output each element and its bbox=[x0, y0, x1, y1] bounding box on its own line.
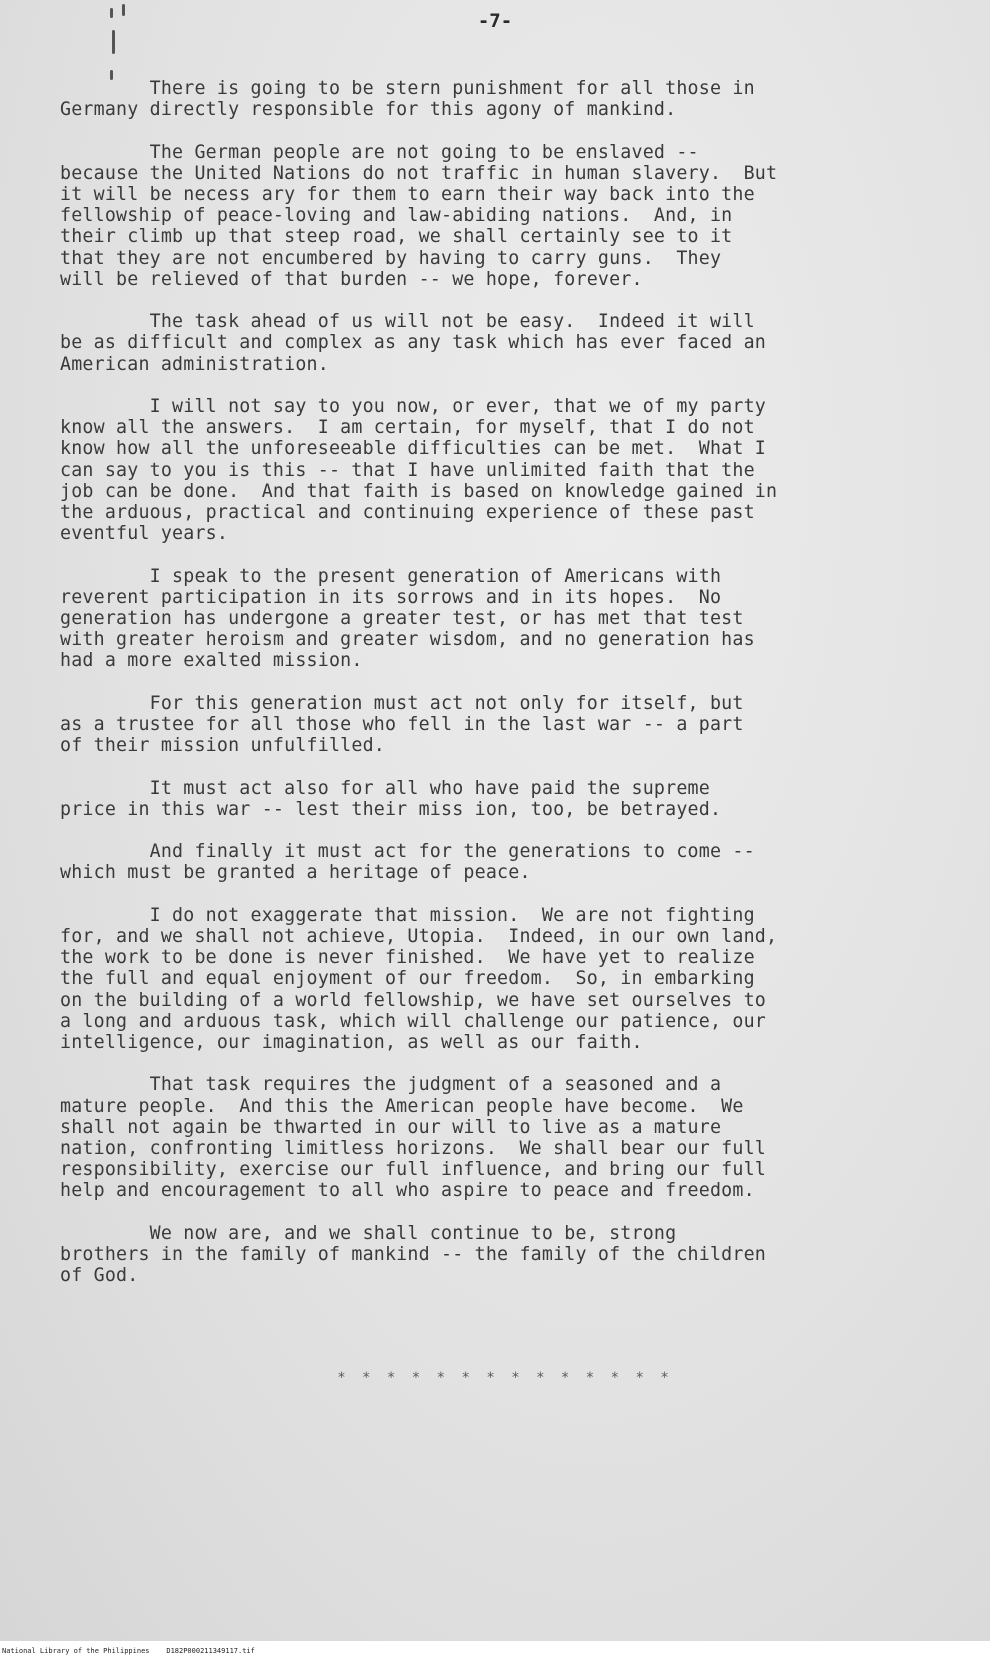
paragraph: And finally it must act for the generations to come -- which must be granted a heritage of peace. bbox=[60, 841, 755, 884]
paragraph: I do not exaggerate that mission. We are not fighting for, and we shall not achieve, Utopia. Indeed, in our own land, the work to be done is never finished. We have yet to realize the full and equal enjoyment of our freedom. So, in embarking on the building of a world fellowship, we have set ourselves to a long and arduous task, which will challenge our patience, our intelligence, our imagination, as well as our faith. bbox=[60, 904, 778, 1054]
paragraph: I will not say to you now, or ever, that we of my party know all the answers. I am certain, for myself, that I do not know how all the unforeseeable difficulties can be met. What I can say to you is this -- that I have unlimited faith that the job can be done. And that faith is based on knowledge gained in the arduous, practical and continuing experience of these past eventful years. bbox=[60, 396, 778, 545]
paragraph: There is going to be stern punishment for all those in Germany directly responsible for this agony of mankind. bbox=[60, 78, 755, 121]
paragraph: The task ahead of us will not be easy. Indeed it will be as difficult and complex as any task which has ever faced an American administration. bbox=[60, 311, 766, 375]
paragraph: For this generation must act not only for itself, but as a trustee for all those who fell in the last war -- a part of their mission unfulfilled. bbox=[60, 692, 744, 757]
paragraph: It must act also for all who have paid the supreme price in this war -- lest their miss ion, too, be betrayed. bbox=[60, 777, 722, 820]
paragraph: That task requires the judgment of a seasoned and a mature people. And this the American people have become. We shall not again be thwarted in our will to live as a mature nation, confronting limitless horizons. We shall bear our full responsibility, exercise our full influence, and bring our full help and encouragement to all who aspire to peace and freedom. bbox=[60, 1074, 766, 1202]
paragraph: The German people are not going to be enslaved -- because the United Nations do not traffic in human slavery. But it will be necess ary for them to earn their way back into the fellowship of peace-loving and law-abiding nations. And, in their climb up that steep road, we shall certainly see to it that they are not encumbered by having to carry guns. They will be relieved of that burden -- we hope, forever. bbox=[60, 141, 778, 290]
paragraph: I speak to the present generation of Americans with reverent participation in its sorrows and in its hopes. No generation has undergone a greater test, or has met that test with greater heroism and greater wisdom, and no generation has had a more exalted mission. bbox=[60, 565, 755, 672]
end-separator: * * * * * * * * * * * * * * bbox=[337, 1370, 673, 1386]
paragraph: We now are, and we shall continue to be, strong brothers in the family of mankind -- the family of the children of God. bbox=[60, 1222, 766, 1287]
archive-footer: National Library of the Philippines D182P000211349117.tif bbox=[2, 1647, 255, 1655]
document-body bbox=[60, 78, 960, 1308]
page-number: -7- bbox=[477, 10, 513, 32]
